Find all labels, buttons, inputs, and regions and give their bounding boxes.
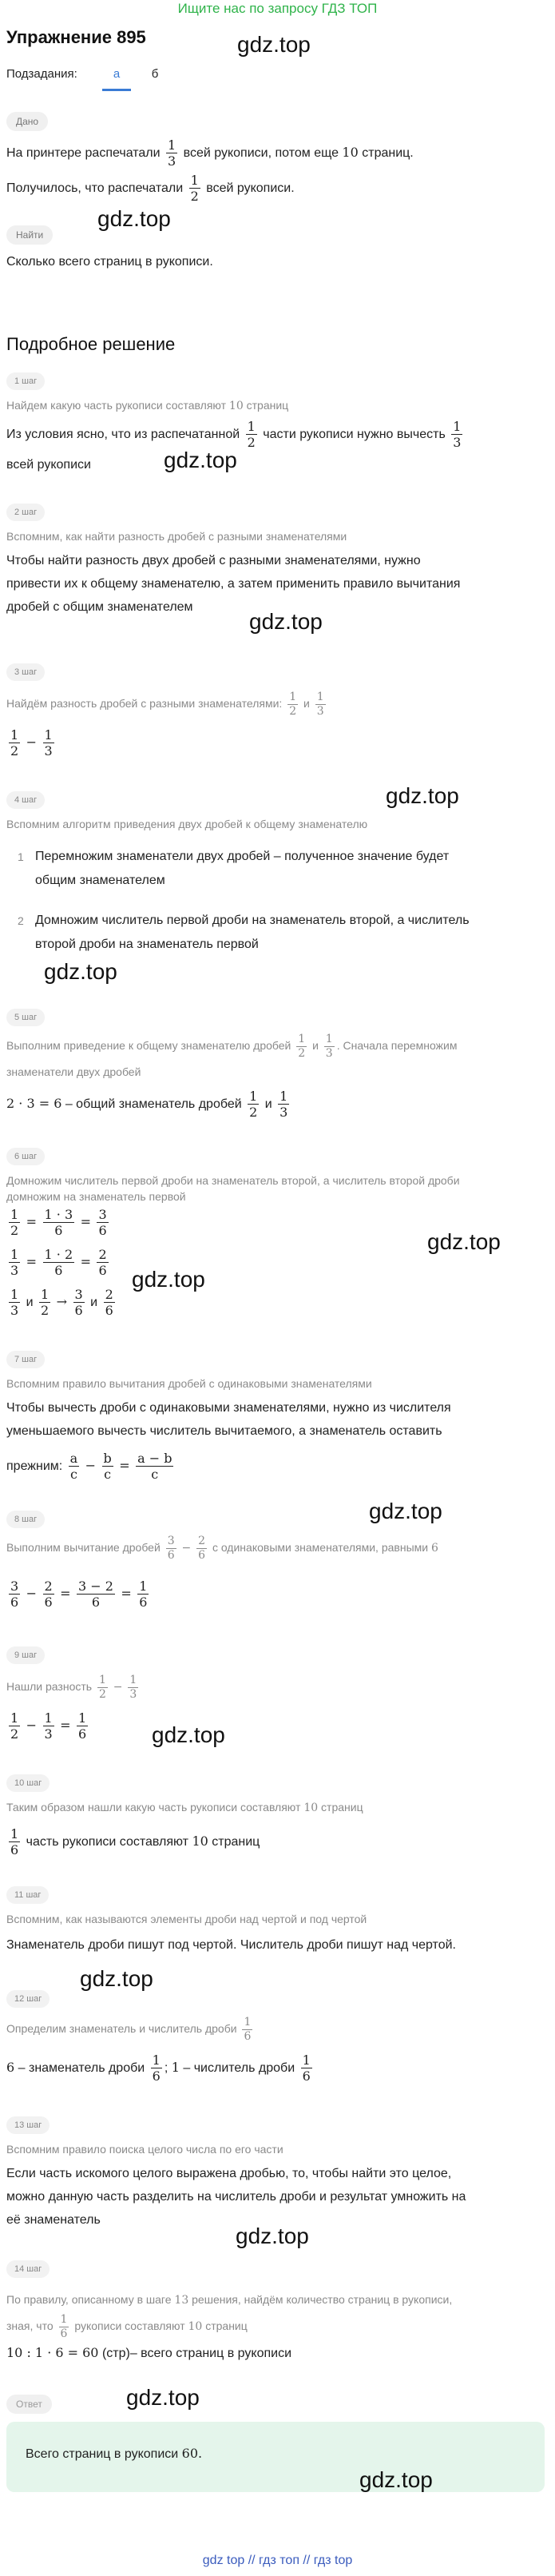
fraction: $\frac{1}{2}$ bbox=[10, 1710, 19, 1742]
fraction: $\frac{1}{6}$ bbox=[152, 2052, 161, 2084]
step-2-text-1: Чтобы найти разность двух дробей с разными знаменателями, нужно bbox=[6, 554, 421, 567]
step-9-formula: $\frac{1}{2}$ − $\frac{1}{3}$ = $\frac{1}{6}$ bbox=[10, 1710, 87, 1742]
step-label-8: 8 шаг bbox=[6, 1511, 45, 1528]
step-14-hint-1: По правилу, описанному в шаге 13 решения, найдём количество страниц в рукописи, bbox=[6, 2293, 453, 2307]
step-4-item-2-cont: второй дроби на знаменатель первой bbox=[35, 938, 259, 951]
fraction: $\frac{1}{3}$ bbox=[453, 419, 462, 451]
watermark: gdz.top bbox=[80, 1966, 153, 1991]
fraction: $\frac{a}{c}$ bbox=[69, 1451, 78, 1483]
answer-text: Всего страниц в рукописи 60. bbox=[26, 2446, 203, 2461]
given-label: Дано bbox=[6, 112, 48, 131]
fraction: $\frac{1}{6}$ bbox=[78, 1710, 87, 1742]
fraction: $\frac{a - b}{c}$ bbox=[137, 1451, 172, 1483]
step-9-hint: Нашли разность $\frac{1}{2}$ − $\frac{1}{3}$ bbox=[6, 1674, 137, 1701]
step-label-5: 5 шаг bbox=[6, 1009, 45, 1026]
fraction: $\frac{1}{6}$ bbox=[10, 1826, 19, 1858]
subtasks-label: Подзадания: bbox=[6, 67, 77, 81]
step-7-text-3: прежним: $\frac{a}{c}$ − $\frac{b}{c}$ = $\frac{a - b}{c}$ bbox=[6, 1451, 172, 1483]
step-label-14: 14 шаг bbox=[6, 2260, 50, 2278]
tab-a[interactable]: а bbox=[102, 67, 131, 91]
step-4-item-2: Домножим числитель первой дроби на знаменатель второй, а числитель bbox=[35, 914, 470, 927]
fraction: $\frac{1}{6}$ bbox=[302, 2052, 311, 2084]
fraction: $\frac{1}{3}$ bbox=[279, 1089, 288, 1121]
find-text: Сколько всего страниц в рукописи. bbox=[6, 255, 213, 269]
given-line-1: На принтере распечатали $\frac{1}{3}$ всей рукописи, потом еще 10 страниц. bbox=[6, 137, 414, 169]
step-label-11: 11 шаг bbox=[6, 1886, 49, 1904]
fraction: $\frac{3}{6}$ bbox=[98, 1207, 107, 1239]
fraction: $\frac{3}{6}$ bbox=[10, 1579, 19, 1610]
fraction: $\frac{2}{6}$ bbox=[44, 1579, 53, 1610]
step-3-hint: Найдём разность дробей с разными знаменателями: $\frac{1}{2}$ и $\frac{1}{3}$ bbox=[6, 691, 324, 718]
step-11-text: Знаменатель дроби пишут под чертой. Числитель дроби пишут над чертой. bbox=[6, 1938, 456, 1952]
footer-links[interactable]: gdz top // гдз топ // гдз top bbox=[202, 2554, 353, 2567]
fraction: $\frac{1}{3}$ bbox=[325, 1033, 333, 1060]
step-14-hint-2: зная, что $\frac{1}{6}$ рукописи составляют 10 страниц bbox=[6, 2313, 248, 2340]
search-banner[interactable]: Ищите нас по запросу ГДЗ ТОП bbox=[177, 1, 378, 16]
solution-title: Подробное решение bbox=[6, 334, 176, 354]
step-10-hint: Таким образом нашли какую часть рукописи составляют 10 страниц bbox=[6, 1801, 363, 1814]
fraction: $\frac{1}{2}$ bbox=[247, 419, 256, 451]
step-4-hint: Вспомним алгоритм приведения двух дробей к общему знаменателю bbox=[6, 818, 368, 830]
step-12-hint: Определим знаменатель и числитель дроби $\frac{1}{6}$ bbox=[6, 2016, 252, 2043]
step-6-formula-2: $\frac{1}{3}$ = $\frac{1 \cdot 2}{6}$ = $\frac{2}{6}$ bbox=[10, 1247, 107, 1279]
step-4-item-1: Перемножим знаменатели двух дробей – полученное значение будет bbox=[35, 850, 450, 863]
step-5-hint: Выполним приведение к общему знаменателю дробей $\frac{1}{2}$ и $\frac{1}{3}$ . Сначала перемножим bbox=[6, 1033, 458, 1060]
watermark: gdz.top bbox=[44, 959, 117, 984]
fraction: $\frac{1}{3}$ bbox=[316, 691, 324, 718]
fraction: $\frac{1}{3}$ bbox=[10, 1247, 19, 1279]
fraction: $\frac{1}{2}$ bbox=[10, 1207, 19, 1239]
step-label-9: 9 шаг bbox=[6, 1646, 45, 1664]
step-7-text-2: уменьшаемого вычесть числитель вычитаемого, а знаменатель оставить bbox=[6, 1424, 442, 1438]
fraction: $\frac{1}{2}$ bbox=[98, 1674, 106, 1701]
step-label-2: 2 шаг bbox=[6, 504, 45, 521]
step-label-13: 13 шаг bbox=[6, 2116, 50, 2134]
fraction: $\frac{3}{6}$ bbox=[167, 1535, 175, 1562]
watermark: gdz.top bbox=[237, 32, 311, 57]
list-number: 1 bbox=[18, 850, 24, 863]
fraction: $\frac{1}{3}$ bbox=[129, 1674, 137, 1701]
step-13-text-2: можно данную часть разделить на числитель дроби и результат умножить на bbox=[6, 2190, 466, 2204]
step-6-formula-3: $\frac{1}{3}$ и $\frac{1}{2}$ → $\frac{3}{6}$ и $\frac{2}{6}$ bbox=[10, 1287, 113, 1319]
step-13-text-1: Если часть искомого целого выражена дробью, то, чтобы найти это целое, bbox=[6, 2167, 452, 2180]
step-8-hint: Выполним вычитание дробей $\frac{3}{6}$ − $\frac{2}{6}$ с одинаковыми знаменателями, равными 6 bbox=[6, 1535, 438, 1562]
watermark: gdz.top bbox=[359, 2467, 433, 2492]
fraction: $\frac{2}{6}$ bbox=[98, 1247, 107, 1279]
step-label-10: 10 шаг bbox=[6, 1774, 50, 1792]
watermark: gdz.top bbox=[249, 609, 323, 634]
step-10-text: $\frac{1}{6}$ часть рукописи составляют 10 страниц bbox=[10, 1826, 260, 1858]
fraction: $\frac{1}{3}$ bbox=[44, 1710, 53, 1742]
watermark: gdz.top bbox=[236, 2224, 309, 2248]
fraction: $\frac{1}{6}$ bbox=[244, 2016, 252, 2043]
step-6-hint-2: домножим на знаменатель первой bbox=[6, 1190, 186, 1203]
step-label-12: 12 шаг bbox=[6, 1990, 50, 2008]
step-14-text: 10 : 1 · 6 = 60 (стр)– всего страниц в рукописи bbox=[6, 2345, 291, 2360]
fraction: $\frac{1 \cdot 2}{6}$ bbox=[44, 1247, 73, 1279]
step-2-text-3: дробей с общим знаменателем bbox=[6, 600, 193, 614]
fraction: $\frac{1}{2}$ bbox=[298, 1033, 306, 1060]
step-2-text-2: привести их к общему знаменателю, а затем применить правило вычитания bbox=[6, 577, 461, 591]
step-13-hint: Вспомним правило поиска целого числа по его части bbox=[6, 2143, 283, 2156]
fraction: $\frac{1}{2}$ bbox=[10, 727, 19, 759]
step-8-formula: $\frac{3}{6}$ − $\frac{2}{6}$ = $\frac{3 - 2}{6}$ = $\frac{1}{6}$ bbox=[10, 1579, 148, 1610]
step-7-hint: Вспомним правило вычитания дробей с одинаковыми знаменателями bbox=[6, 1377, 372, 1390]
step-7-text-1: Чтобы вычесть дроби с одинаковыми знаменателями, нужно из числителя bbox=[6, 1401, 451, 1415]
list-number: 2 bbox=[18, 914, 24, 927]
fraction: $\frac{1}{2}$ bbox=[41, 1287, 50, 1319]
step-13-text-3: её знаменатель bbox=[6, 2213, 101, 2227]
fraction: $\frac{3}{6}$ bbox=[74, 1287, 83, 1319]
fraction: $\frac{1}{2}$ bbox=[289, 691, 297, 718]
fraction: $\frac{b}{c}$ bbox=[103, 1451, 112, 1483]
step-label-7: 7 шаг bbox=[6, 1351, 45, 1368]
fraction: $\frac{1}{3}$ bbox=[168, 137, 176, 169]
fraction: $\frac{1}{6}$ bbox=[139, 1579, 148, 1610]
step-label-1: 1 шаг bbox=[6, 372, 45, 390]
page-title: Упражнение 895 bbox=[6, 27, 146, 47]
step-5-hint-2: знаменатели двух дробей bbox=[6, 1065, 141, 1078]
fraction: $\frac{1 \cdot 3}{6}$ bbox=[44, 1207, 73, 1239]
step-2-hint: Вспомним, как найти разность дробей с разными знаменателями bbox=[6, 530, 347, 543]
watermark: gdz.top bbox=[386, 783, 459, 808]
step-1-text-2: всей рукописи bbox=[6, 458, 91, 472]
fraction: $\frac{1}{3}$ bbox=[44, 727, 53, 759]
step-6-hint-1: Домножим числитель первой дроби на знаменатель второй, а числитель второй дроби bbox=[6, 1174, 460, 1187]
fraction: $\frac{1}{6}$ bbox=[60, 2313, 68, 2340]
fraction: $\frac{2}{6}$ bbox=[105, 1287, 113, 1319]
tab-b[interactable]: б bbox=[151, 67, 159, 81]
step-label-3: 3 шаг bbox=[6, 663, 45, 681]
fraction: $\frac{3 - 2}{6}$ bbox=[78, 1579, 113, 1610]
given-line-2: Получилось, что распечатали $\frac{1}{2}$ всей рукописи. bbox=[6, 173, 295, 205]
fraction: $\frac{1}{2}$ bbox=[249, 1089, 258, 1121]
watermark: gdz.top bbox=[164, 448, 237, 472]
step-4-item-1-cont: общим знаменателем bbox=[35, 874, 165, 887]
watermark: gdz.top bbox=[152, 1722, 225, 1747]
watermark: gdz.top bbox=[369, 1499, 442, 1523]
watermark: gdz.top bbox=[427, 1229, 501, 1254]
step-6-formula-1: $\frac{1}{2}$ = $\frac{1 \cdot 3}{6}$ = $\frac{3}{6}$ bbox=[10, 1207, 107, 1239]
watermark: gdz.top bbox=[126, 2385, 200, 2410]
step-label-4: 4 шаг bbox=[6, 791, 45, 809]
step-11-hint: Вспомним, как называются элементы дроби над чертой и под чертой bbox=[6, 1913, 367, 1925]
answer-label: Ответ bbox=[6, 2395, 52, 2414]
step-1-text: Из условия ясно, что из распечатанной $\frac{1}{2}$ части рукописи нужно вычесть $\frac{1}{3}$ bbox=[6, 419, 462, 451]
step-5-text: 2 · 3 = 6 – общий знаменатель дробей $\frac{1}{2}$ и $\frac{1}{3}$ bbox=[6, 1089, 288, 1121]
watermark: gdz.top bbox=[132, 1267, 205, 1292]
step-1-hint: Найдем какую часть рукописи составляют 10 страниц bbox=[6, 399, 289, 412]
find-label: Найти bbox=[6, 225, 53, 245]
fraction: $\frac{1}{3}$ bbox=[10, 1287, 19, 1319]
step-label-6: 6 шаг bbox=[6, 1148, 45, 1165]
step-3-formula: $\frac{1}{2}$ − $\frac{1}{3}$ bbox=[10, 727, 53, 759]
watermark: gdz.top bbox=[97, 206, 171, 231]
step-12-text: 6 – знаменатель дроби $\frac{1}{6}$ ; 1 – числитель дроби $\frac{1}{6}$ bbox=[6, 2052, 311, 2084]
fraction: $\frac{2}{6}$ bbox=[198, 1535, 206, 1562]
fraction: $\frac{1}{2}$ bbox=[190, 173, 199, 205]
